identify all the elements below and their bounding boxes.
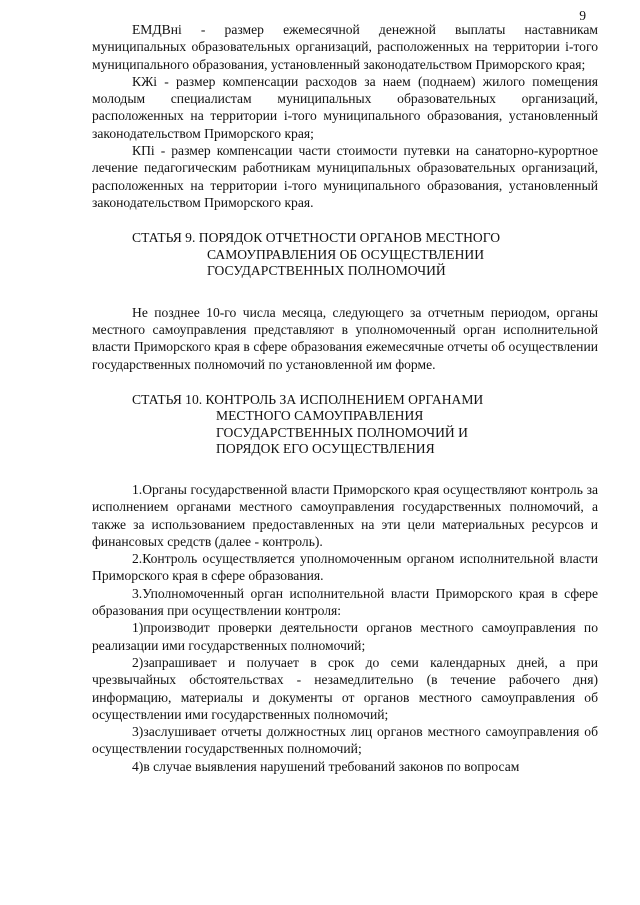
article-10-paragraph: 1.Органы государственной власти Приморского края осуществляют контроль за исполнением органами местного самоуправления государственных полномочий, а также за использованием предоставленных на эти цели материальных ресурсов и финансовых средств (далее - контроль). [92,481,598,549]
page-number: 9 [579,8,586,23]
article-9-heading-line: СТАТЬЯ 9. ПОРЯДОК ОТЧЕТНОСТИ ОРГАНОВ МЕСТНОГО [132,230,501,246]
article-10-list-item: 3)заслушивает отчеты должностных лиц органов местного самоуправления об осуществлении государственных полномочий; [92,724,598,757]
paragraph-emdvn: ЕМДВні - размер ежемесячной денежной выплаты наставникам муниципальных образовательных организаций, расположенных на территории і-того муниципального образования, установленный законодательством Приморского края; [92,22,598,72]
article-10-list-item: 2)запрашивает и получает в срок до семи календарных дней, а при чрезвычайных обстоятельствах - незамедлительно (в течение рабочего дня) информацию, материалы и документы от органов местного самоуправления об осуществлении ими государственных полномочий; [92,654,598,722]
article-9-heading [92,230,598,280]
article-10-heading-line: ГОСУДАРСТВЕННЫХ ПОЛНОМОЧИЙ И [216,424,468,440]
article-10-list-item: 1)производит проверки деятельности органов местного самоуправления по реализации ими государственных полномочий; [92,620,598,653]
article-10-heading-line: СТАТЬЯ 10. КОНТРОЛЬ ЗА ИСПОЛНЕНИЕМ ОРГАНАМИ [132,391,484,407]
paragraph-kp: КПі - размер компенсации части стоимости путевки на санаторно-курортное лечение педагогическим работникам муниципальных образовательных организаций, расположенных на территории і-того муниципального образования, установленный законодательством Приморского края. [92,143,598,210]
article-9-heading-line: ГОСУДАРСТВЕННЫХ ПОЛНОМОЧИЙ [207,263,446,279]
article-10-paragraph: 3.Уполномоченный орган исполнительной власти Приморского края в сфере образования при осуществлении контроля: [92,585,598,619]
article-10-list-item: 4)в случае выявления нарушений требований законов по вопросам [132,758,520,774]
article-9-paragraph: Не позднее 10-го числа месяца, следующего за отчетным периодом, органы местного самоуправления представляют в уполномоченный орган исполнительной власти Приморского края в сфере образования ежемесячные отчеты об осуществлении государственных полномочий по установленной им форме. [92,304,598,372]
article-9-heading-line: САМОУПРАВЛЕНИЯ ОБ ОСУЩЕСТВЛЕНИИ [207,246,485,262]
document-body [92,21,598,775]
article-10-heading-line: МЕСТНОГО САМОУПРАВЛЕНИЯ [216,408,424,424]
article-10-heading [92,392,598,458]
article-10-heading-line: ПОРЯДОК ЕГО ОСУЩЕСТВЛЕНИЯ [216,441,435,457]
article-10-paragraph: 2.Контроль осуществляется уполномоченным органом исполнительной власти Приморского края в сфере образования. [92,551,598,584]
paragraph-kzh: КЖі - размер компенсации расходов за наем (поднаем) жилого помещения молодым специалистам муниципальных образовательных организаций, расположенных на территории і-того муниципального образования, установленный законодательством Приморского края; [92,73,598,141]
